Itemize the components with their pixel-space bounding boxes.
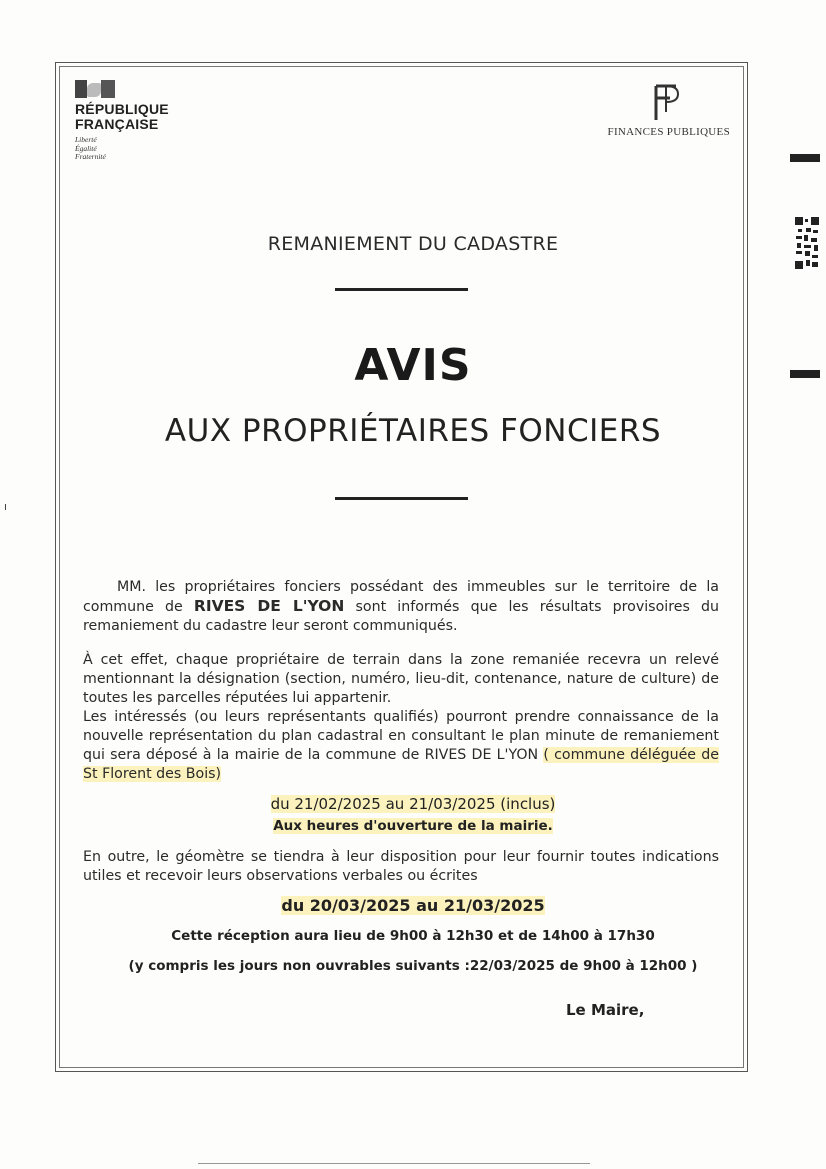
signature-le-maire: Le Maire,	[566, 1001, 645, 1019]
paragraph-intro: MM. les propriétaires fonciers possédant des immeubles sur le territoire de la commune de RIVES DE L'YON sont informés que les résultats provisoires du remaniement du cadastre leur seront communiqués.	[83, 579, 719, 634]
marianne-flag-icon	[75, 80, 117, 98]
republique-title: RÉPUBLIQUE FRANÇAISE	[75, 101, 169, 132]
notice-subtitle: REMANIEMENT DU CADASTRE	[267, 233, 559, 255]
finances-publiques-label: FINANCES PUBLIQUES	[607, 126, 730, 138]
commune-name: RIVES DE L'YON	[193, 597, 345, 615]
divider-top	[335, 288, 468, 291]
finances-publiques-monogram-icon	[648, 82, 684, 124]
consultation-hours: Aux heures d'ouverture de la mairie.	[273, 818, 553, 834]
republique-francaise-logo	[75, 80, 169, 162]
notice-title-sub: AUX PROPRIÉTAIRES FONCIERS	[164, 413, 662, 449]
notice-title: AVIS	[354, 340, 472, 391]
scan-mark-top	[790, 154, 820, 162]
divider-bottom	[335, 497, 468, 500]
consultation-dates: du 21/02/2025 au 21/03/2025 (inclus)	[270, 795, 556, 813]
paragraph-geometre: En outre, le géomètre se tiendra à leur disposition pour leur fournir toutes indications utiles et recevoir leurs observations verbales ou écrites	[83, 849, 719, 884]
page-bottom-line	[198, 1163, 590, 1164]
reception-hours: Cette réception aura lieu de 9h00 à 12h30 et de 14h00 à 17h30	[171, 928, 655, 944]
non-working-days: (y compris les jours non ouvrables suivants :22/03/2025 de 9h00 à 12h00 )	[128, 958, 698, 974]
margin-tick	[5, 504, 6, 510]
geometre-dates: du 20/03/2025 au 21/03/2025	[281, 896, 545, 915]
document-border-inner	[59, 66, 744, 1068]
paragraph-consultation: À cet effet, chaque propriétaire de terrain dans la zone remaniée recevra un relevé mentionnant la désignation (section, numéro, lieu-dit, contenance, nature de culture) de toutes les parcelles réputées lui appartenir. Les intéressés (ou leurs représentants qualifiés) pourront prendre connaissance de la nouvelle représentation du plan cadastral en consultant le plan minute de remaniement qui sera déposé à la mairie de la commune de RIVES DE L'YON ( commune déléguée de St Florent des Bois)	[83, 652, 719, 782]
highlighted-commune-deleguee: ( commune déléguée de St Florent des Bois)	[83, 747, 719, 782]
republique-motto: Liberté Égalité Fraternité	[75, 135, 106, 161]
